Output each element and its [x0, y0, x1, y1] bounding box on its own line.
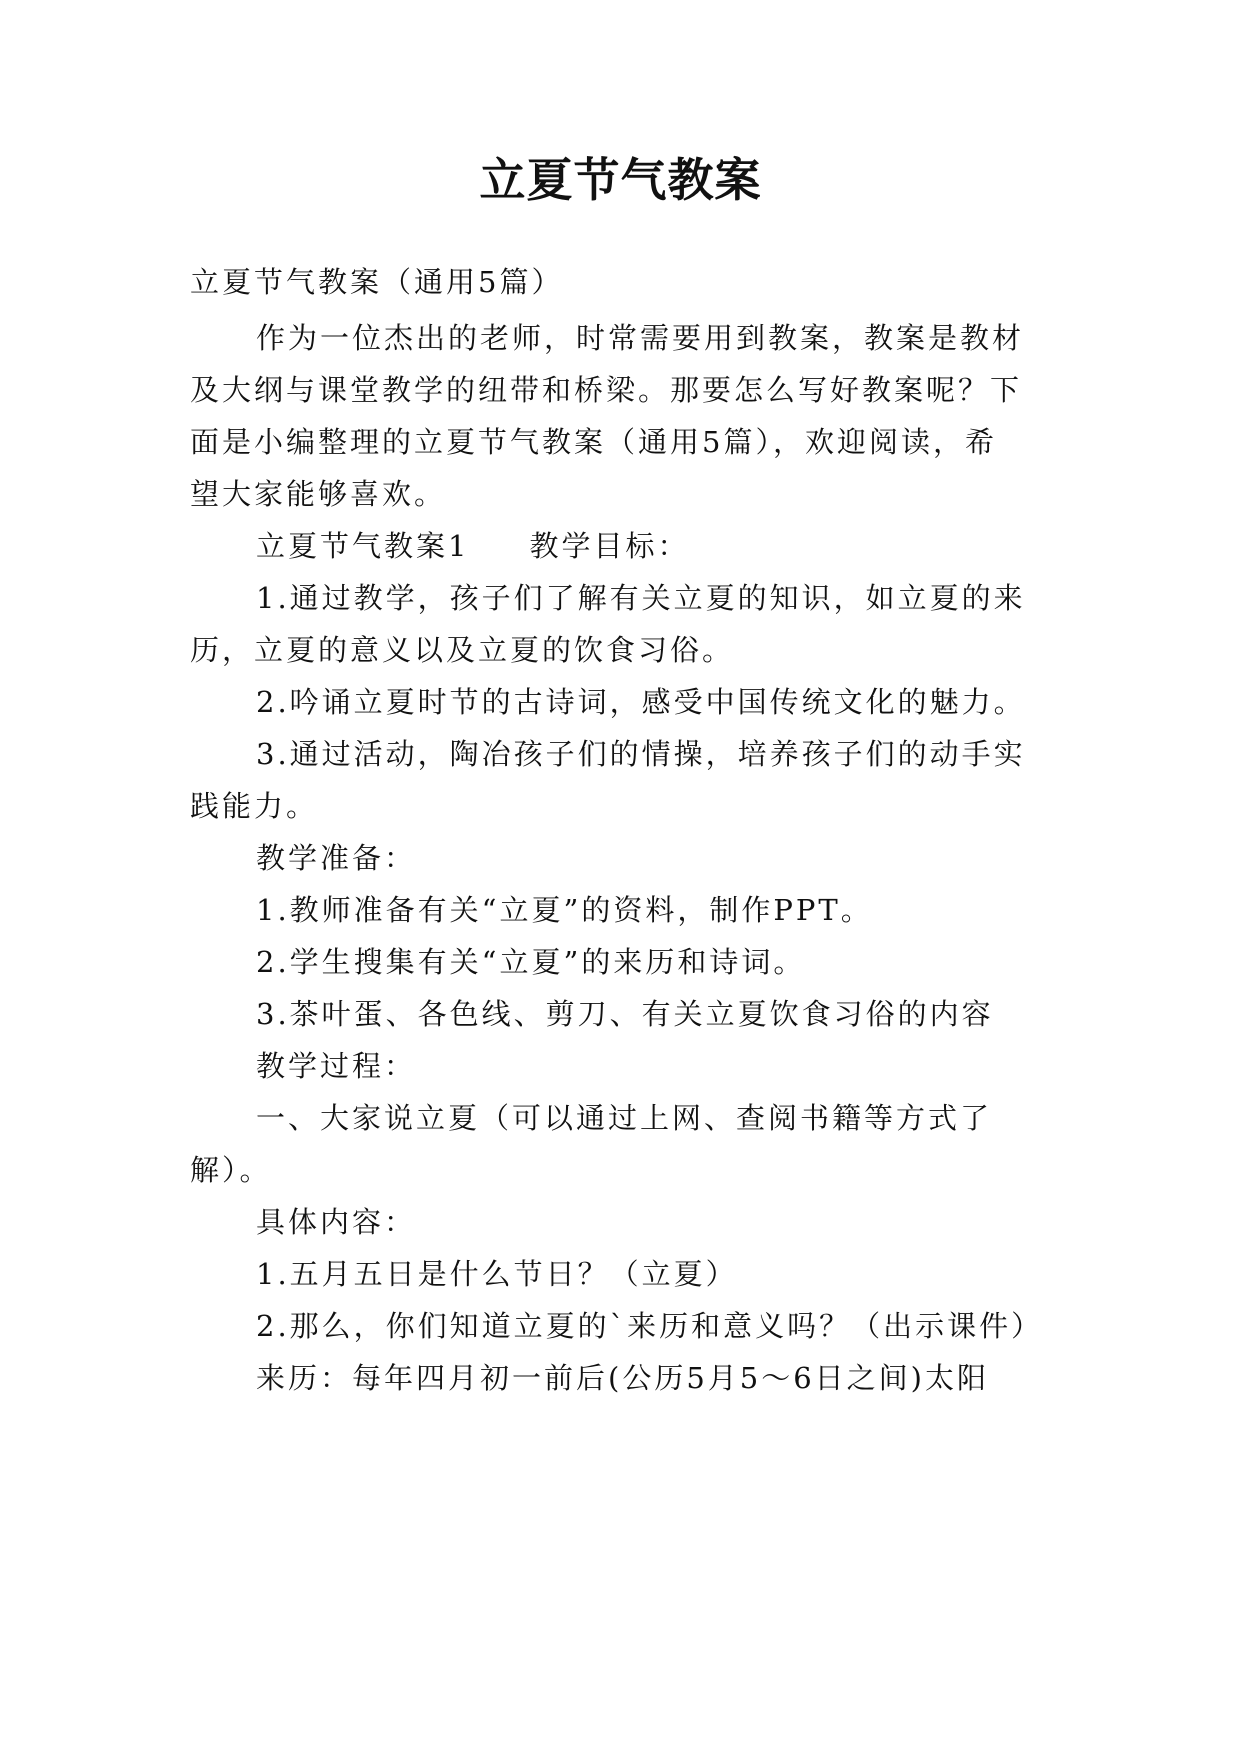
section-heading-line: [256, 526, 689, 566]
paragraph-line: 及大纲与课堂教学的纽带和桥梁。那要怎么写好教案呢？下: [190, 373, 1023, 407]
paragraph-line: 2.学生搜集有关“立夏”的来历和诗词。: [256, 945, 806, 979]
subheading-process: 教学过程：: [256, 1049, 417, 1083]
subheading-content: 具体内容：: [256, 1205, 417, 1239]
paragraph-line: 1.五月五日是什么节日？（立夏）: [256, 1257, 738, 1291]
subheading-objectives: 教学目标：: [529, 529, 690, 563]
paragraph-line: 来历：每年四月初一前后(公历5月5～6日之间)太阳: [256, 1361, 989, 1395]
paragraph-line: 1.通过教学，孩子们了解有关立夏的知识，如立夏的来: [256, 581, 1026, 615]
paragraph-line: 作为一位杰出的老师，时常需要用到教案，教案是教材: [256, 321, 1025, 355]
paragraph-line: 3.通过活动，陶冶孩子们的情操，培养孩子们的动手实: [256, 737, 1026, 771]
paragraph-line: 解）。: [190, 1153, 272, 1187]
paragraph-line: 2.那么，你们知道立夏的`来历和意义吗？（出示课件）: [256, 1309, 1044, 1343]
document-title: 立夏节气教案: [479, 153, 762, 207]
paragraph-line: 践能力。: [190, 789, 319, 823]
paragraph-line: 3.茶叶蛋、各色线、剪刀、有关立夏饮食习俗的内容: [256, 997, 994, 1031]
paragraph-line: 2.吟诵立夏时节的古诗词，感受中国传统文化的魅力。: [256, 685, 1026, 719]
paragraph-line: 一、大家说立夏（可以通过上网、查阅书籍等方式了: [256, 1101, 993, 1135]
paragraph-line: 立夏节气教案（通用5篇）: [190, 265, 564, 299]
paragraph-line: 面是小编整理的立夏节气教案（通用5篇），欢迎阅读，希: [190, 425, 997, 459]
paragraph-line: 望大家能够喜欢。: [190, 477, 447, 511]
paragraph-line: 历，立夏的意义以及立夏的饮食习俗。: [190, 633, 735, 667]
section-heading: 立夏节气教案1: [256, 529, 470, 563]
subheading-preparation: 教学准备：: [256, 841, 417, 875]
paragraph-line: 1.教师准备有关“立夏”的资料，制作PPT。: [256, 893, 873, 927]
